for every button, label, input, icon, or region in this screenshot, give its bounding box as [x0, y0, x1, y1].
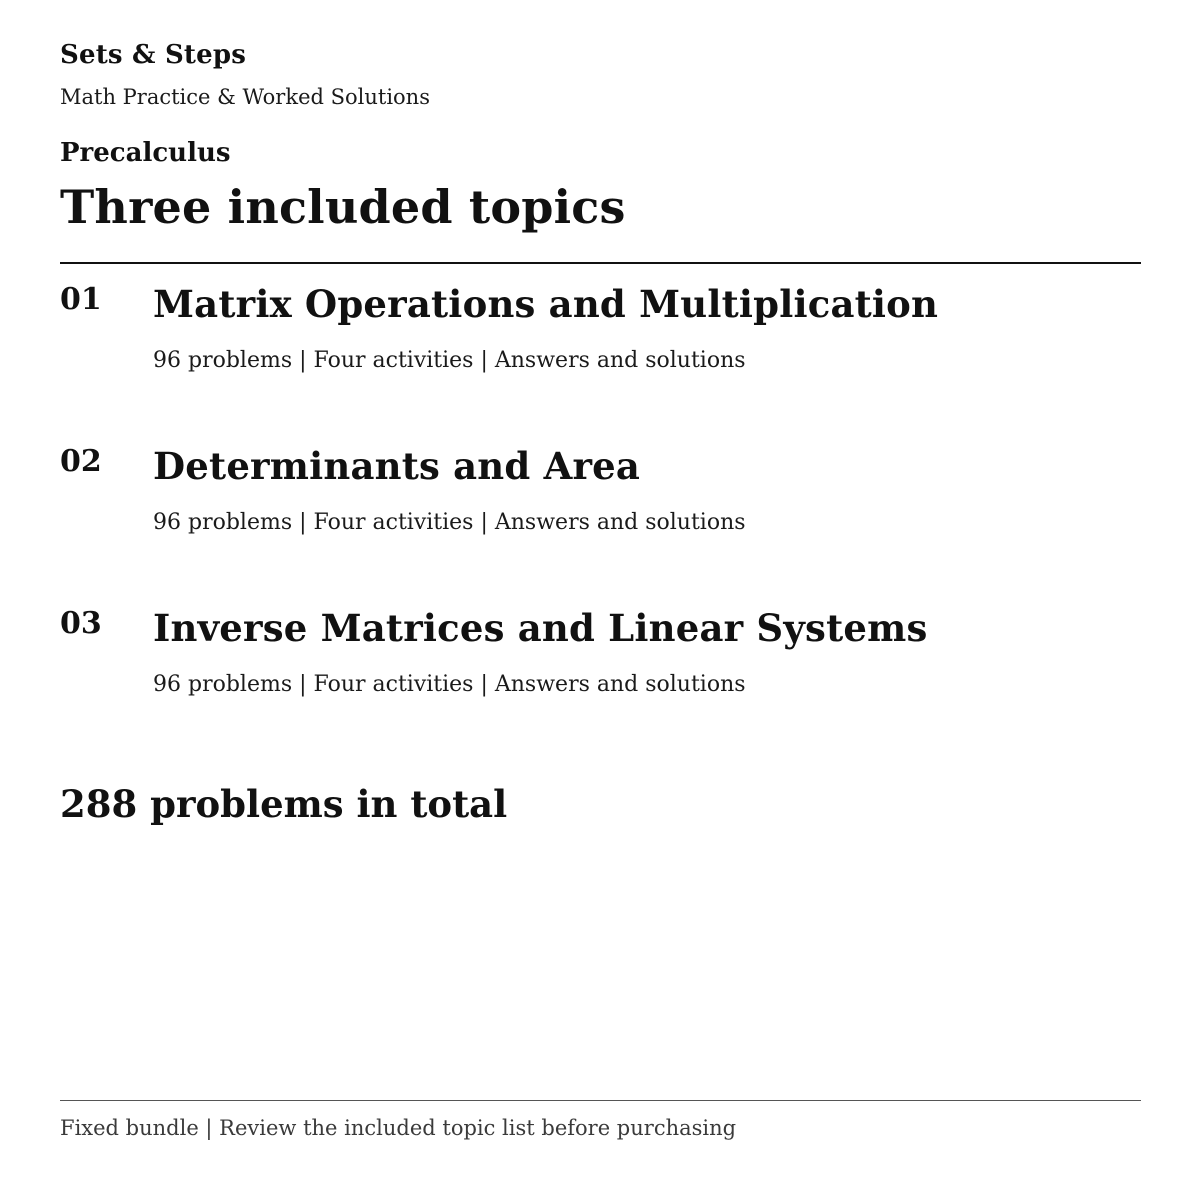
topic-number: 01 [60, 282, 102, 317]
total-count: 288 problems in total [60, 782, 508, 826]
footer-note: Fixed bundle | Review the included topic list before purchasing [60, 1116, 737, 1140]
topic-item-2 [60, 444, 1141, 574]
topic-meta: 96 problems | Four activities | Answers and solutions [153, 348, 746, 373]
top-divider [60, 262, 1141, 264]
page-title: Three included topics [60, 180, 626, 234]
topic-meta: 96 problems | Four activities | Answers and solutions [153, 672, 746, 697]
page [60, 0, 1141, 1200]
topic-title: Matrix Operations and Multiplication [153, 282, 939, 326]
subject-label: Precalculus [60, 138, 231, 168]
brand-name: Sets & Steps [60, 40, 247, 70]
topic-item-3 [60, 606, 1141, 736]
topic-title: Inverse Matrices and Linear Systems [153, 606, 928, 650]
topic-item-1 [60, 282, 1141, 412]
footer-divider [60, 1100, 1141, 1101]
topic-title: Determinants and Area [153, 444, 641, 488]
topic-meta: 96 problems | Four activities | Answers and solutions [153, 510, 746, 535]
brand-tagline: Math Practice & Worked Solutions [60, 85, 430, 109]
topic-number: 02 [60, 444, 102, 479]
topic-number: 03 [60, 606, 102, 641]
